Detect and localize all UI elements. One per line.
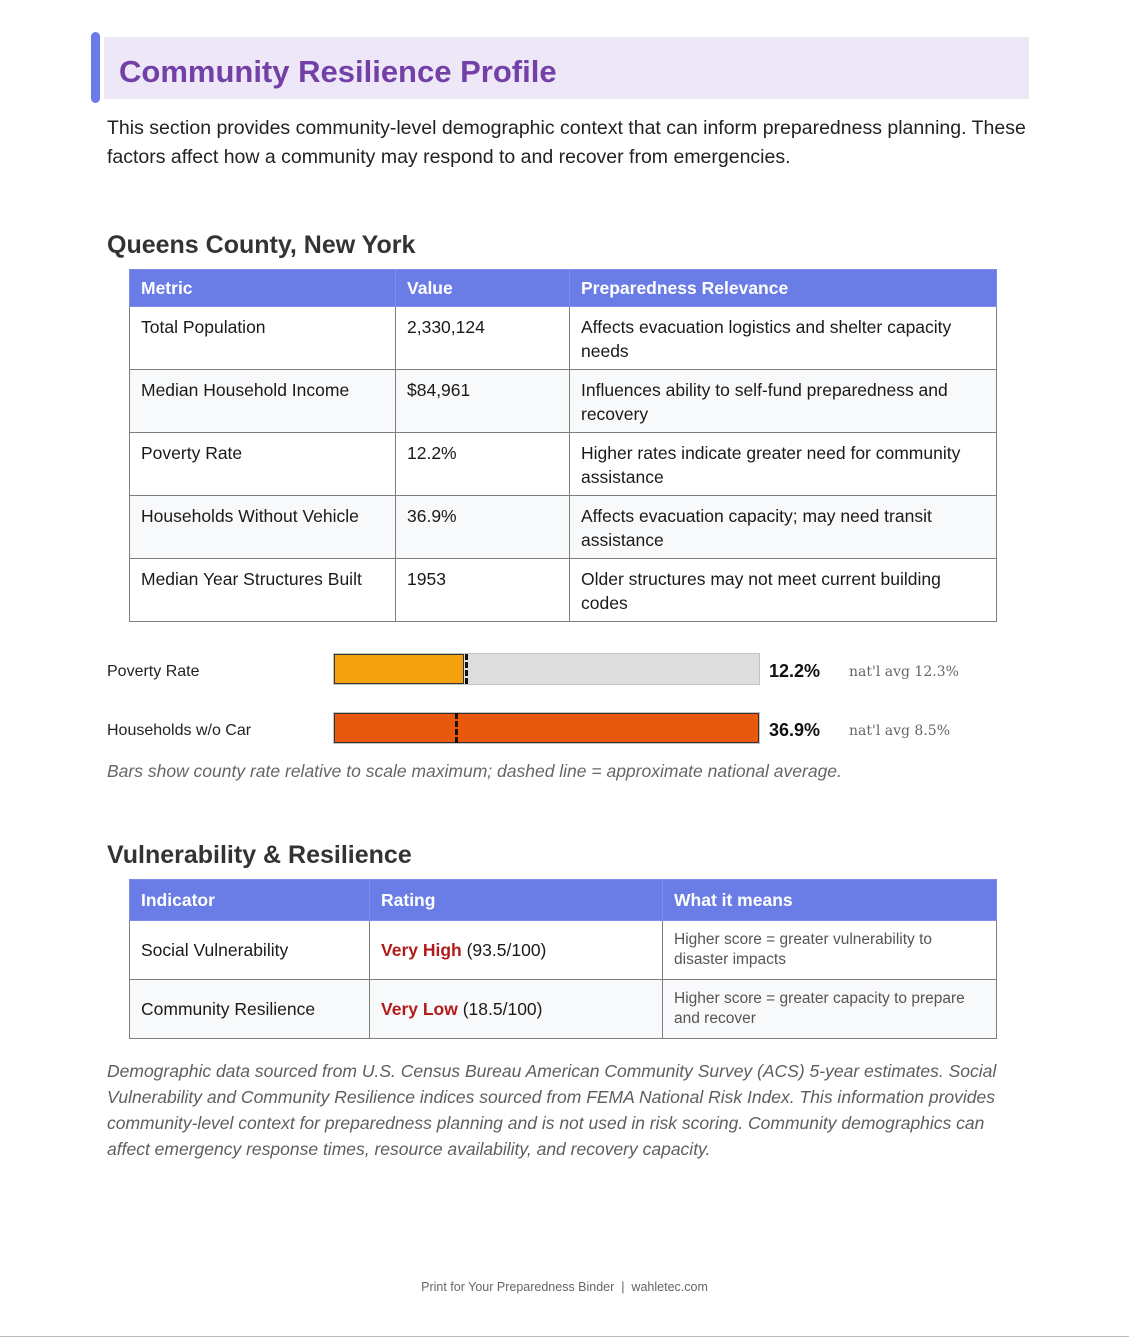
national-average-label: nat'l avg 12.3% [849,664,959,680]
title-accent-bar [91,32,100,103]
bar-value: 36.9% [769,720,821,740]
table-row [130,921,997,980]
table-row [130,370,997,433]
households-without-car-bar-row [107,712,1007,746]
value-cell: 12.2% [396,433,570,496]
table-header-row [130,270,997,307]
national-average-marker [455,713,458,743]
indicator-cell: Community Resilience [130,980,370,1039]
poverty-rate-bar-row [107,653,1007,687]
value-cell: 1953 [396,559,570,622]
relevance-cell: Affects evacuation logistics and shelter capacity needs [570,307,997,370]
national-average-label: nat'l avg 8.5% [849,723,951,739]
vulnerability-heading: Vulnerability & Resilience [107,841,412,869]
column-header: Metric [130,270,396,307]
page-title: Community Resilience Profile [119,54,557,89]
metric-cell: Poverty Rate [130,433,396,496]
intro-text: This section provides community-level demographic context that can inform preparedness planning. These factors affect how a community may respond to and recover from emergencies. [107,117,1026,168]
rating-level: Very High [381,940,462,960]
table-row [130,980,997,1039]
column-header: Preparedness Relevance [570,270,997,307]
column-header: Indicator [130,880,370,921]
table-row [130,433,997,496]
table-header-row [130,880,997,921]
column-header: Rating [370,880,663,921]
relevance-cell: Influences ability to self-fund preparedness and recovery [570,370,997,433]
relevance-cell: Higher rates indicate greater need for community assistance [570,433,997,496]
data-source-footnote: Demographic data sourced from U.S. Census Bureau American Community Survey (ACS) 5-year estimates. Social Vulnerability and Community Resilience indices sourced from FEMA National Risk Index. This information provides community-level context for preparedness planning and is not used in risk scoring. Community demographics can affect emergency response times, resource availability, and recovery capacity. [107,1061,997,1159]
bar-fill [334,654,464,684]
indicator-cell: Social Vulnerability [130,921,370,980]
profile-table [129,269,997,622]
value-cell: 2,330,124 [396,307,570,370]
value-cell: $84,961 [396,370,570,433]
column-header: Value [396,270,570,307]
rating-cell [370,980,663,1039]
bar-track [333,712,760,744]
column-header: What it means [663,880,997,921]
county-heading: Queens County, New York [107,231,416,259]
vulnerability-table [129,879,997,1039]
bar-track [333,653,760,685]
metric-cell: Total Population [130,307,396,370]
table-row [130,496,997,559]
metric-cell: Median Year Structures Built [130,559,396,622]
bar-label: Households w/o Car [107,722,252,739]
relevance-cell: Older structures may not meet current building codes [570,559,997,622]
table-row [130,307,997,370]
page-footer: Print for Your Preparedness Binder | wahletec.com [421,1280,708,1294]
rating-score: (18.5/100) [462,999,543,1019]
meaning-cell: Higher score = greater vulnerability to disaster impacts [663,921,997,980]
bar-fill [334,713,759,743]
metric-cell: Households Without Vehicle [130,496,396,559]
bars-caption: Bars show county rate relative to scale maximum; dashed line = approximate national average. [107,761,842,781]
value-cell: 36.9% [396,496,570,559]
bar-label: Poverty Rate [107,663,200,680]
page-title-banner [91,32,1029,103]
relevance-cell: Affects evacuation capacity; may need transit assistance [570,496,997,559]
rating-level: Very Low [381,999,458,1019]
bar-value: 12.2% [769,661,821,681]
table-row [130,559,997,622]
rating-score: (93.5/100) [466,940,547,960]
metric-cell: Median Household Income [130,370,396,433]
bottom-divider [0,1336,1129,1337]
meaning-cell: Higher score = greater capacity to prepare and recover [663,980,997,1039]
national-average-marker [465,654,468,684]
rating-cell [370,921,663,980]
